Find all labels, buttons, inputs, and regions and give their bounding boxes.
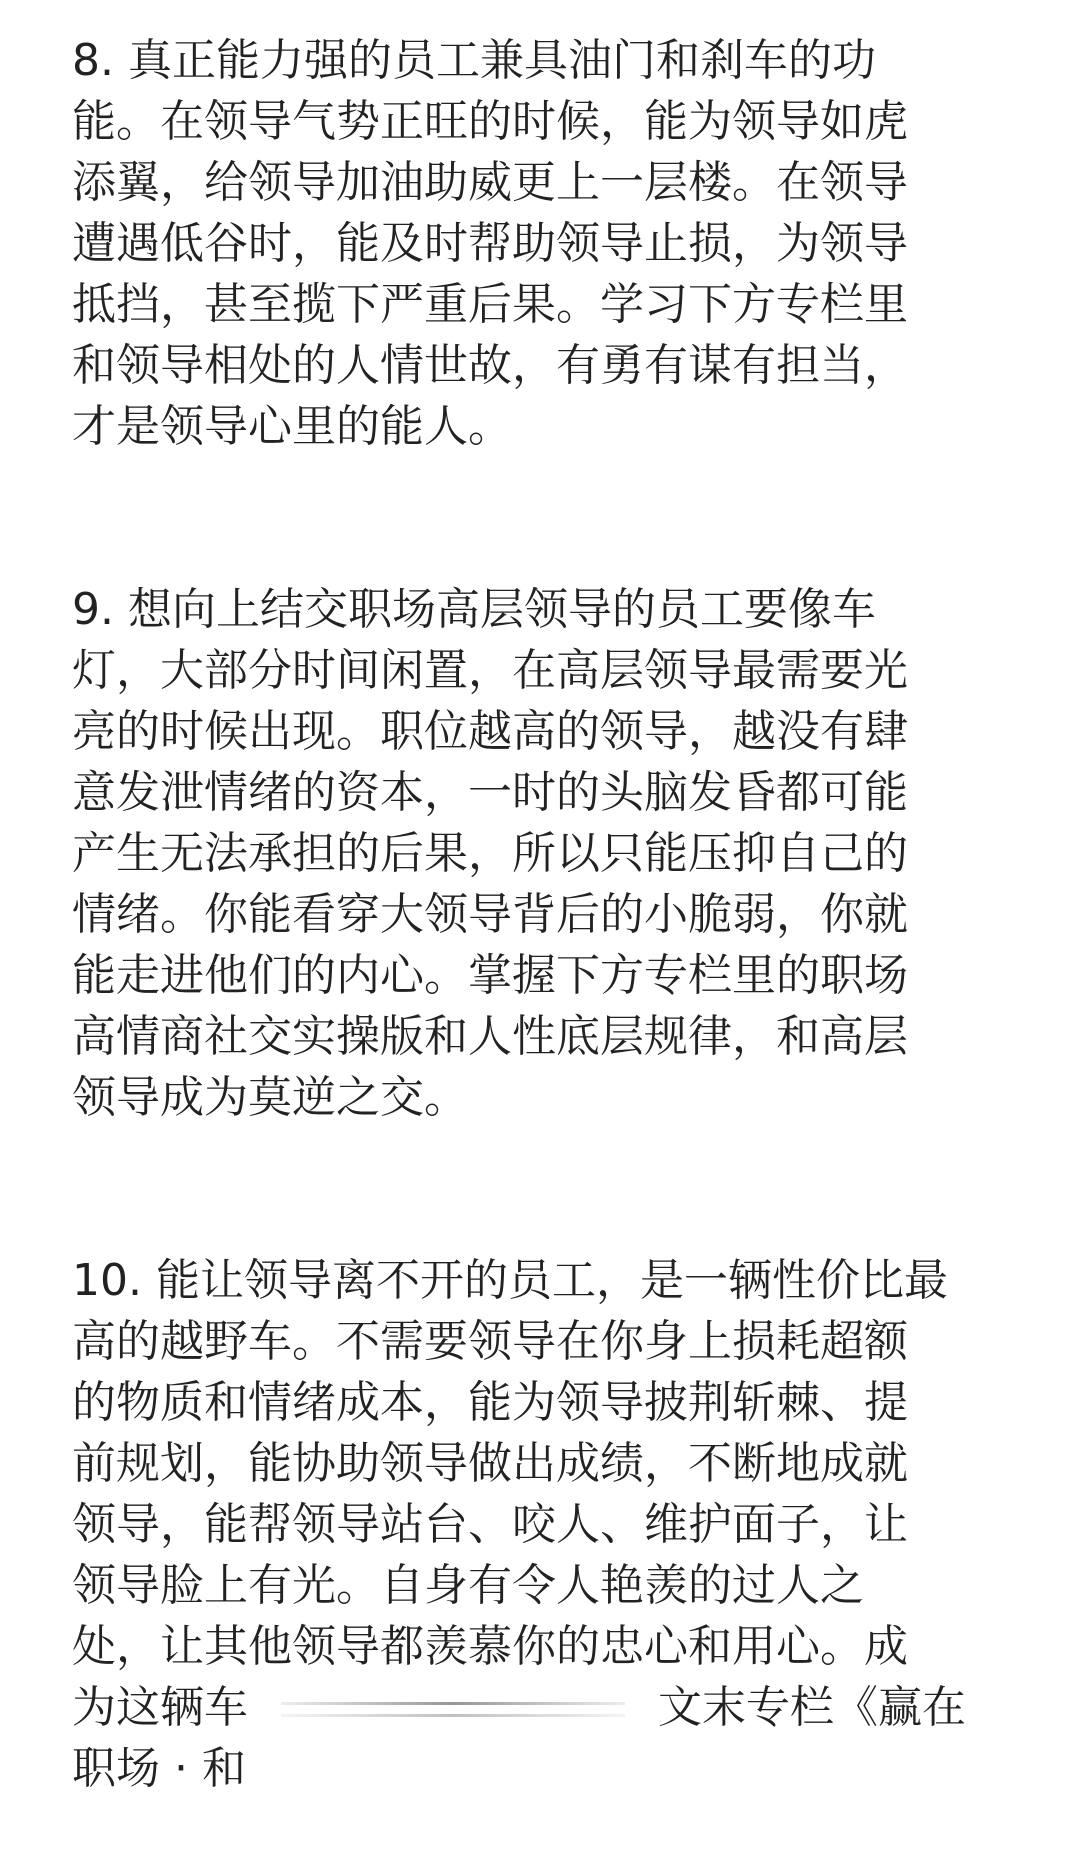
text-line: 前规划，能协助领导做出成绩，不断地成就 [72,1438,908,1489]
text-line: 的物质和情绪成本，能为领导披荆斩棘、提 [72,1377,908,1428]
text-line: 10. 能让领导离不开的员工，是一辆性价比最 [72,1255,948,1306]
text-line: 能。在领导气势正旺的时候，能为领导如虎 [72,96,908,147]
text-line: 高的越野车。不需要领导在你身上损耗超额 [72,1316,908,1367]
text-line: 8. 真正能力强的员工兼具油门和刹车的功 [72,35,876,86]
article-body [72,30,1012,1799]
text-fragment: 为这辆车 [72,1682,248,1733]
text-line: 领导，能帮领导站台、咬人、维护面子，让 [72,1499,908,1550]
text-line: 意发泄情绪的资本，一时的头脑发昏都可能 [72,767,908,818]
text-line: 职场 · 和 [72,1743,246,1794]
text-line: 领导脸上有光。自身有令人艳羡的过人之 [72,1560,864,1611]
paragraph-9 [72,579,1012,1128]
paragraph-10 [72,1250,1012,1799]
text-line: 灯，大部分时间闲置，在高层领导最需要光 [72,645,908,696]
paragraph-spacer [72,1128,1012,1250]
paragraph-spacer [72,457,1012,579]
text-line: 领导成为莫逆之交。 [72,1072,468,1123]
redaction-blur [248,1688,658,1732]
text-line: 能走进他们的内心。掌握下方专栏里的职场 [72,950,908,1001]
paragraph-8 [72,30,1012,457]
text-fragment: 文末专栏《赢在 [658,1682,966,1733]
text-line: 9. 想向上结交职场高层领导的员工要像车 [72,584,876,635]
text-line: 情绪。你能看穿大领导背后的小脆弱，你就 [72,889,908,940]
text-line: 添翼，给领导加油助威更上一层楼。在领导 [72,157,908,208]
text-line: 产生无法承担的后果，所以只能压抑自己的 [72,828,908,879]
text-line: 高情商社交实操版和人性底层规律，和高层 [72,1011,908,1062]
text-line: 处，让其他领导都羡慕你的忠心和用心。成 [72,1621,908,1672]
text-line: 和领导相处的人情世故，有勇有谋有担当， [72,340,908,391]
text-line: 亮的时候出现。职位越高的领导，越没有肆 [72,706,908,757]
text-line-redacted [72,1677,1012,1738]
text-line: 抵挡，甚至揽下严重后果。学习下方专栏里 [72,279,908,330]
text-line: 才是领导心里的能人。 [72,401,512,452]
text-line: 遭遇低谷时，能及时帮助领导止损，为领导 [72,218,908,269]
